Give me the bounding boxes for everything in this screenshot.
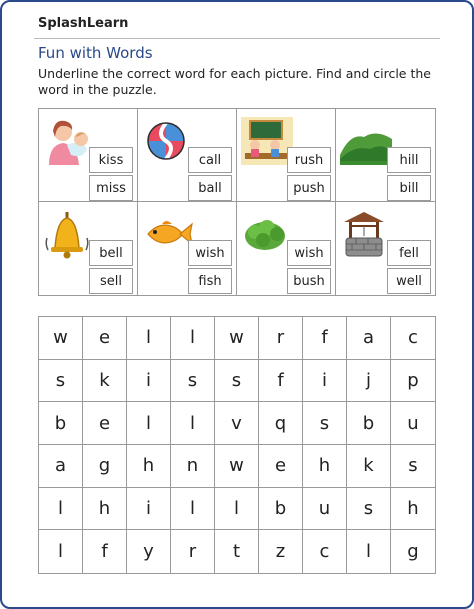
puzzle-letter-cell[interactable]: i <box>127 488 171 531</box>
puzzle-letter-cell[interactable]: l <box>347 530 391 573</box>
puzzle-letter-cell[interactable]: e <box>83 317 127 360</box>
puzzle-letter-cell[interactable]: r <box>259 317 303 360</box>
puzzle-letter-cell[interactable]: f <box>303 317 347 360</box>
word-option[interactable]: bush <box>287 268 331 294</box>
word-option[interactable]: call <box>188 147 232 173</box>
word-option[interactable]: bill <box>387 175 431 201</box>
stone-well-icon <box>340 208 392 260</box>
puzzle-letter-cell[interactable]: c <box>391 317 435 360</box>
puzzle-letter-cell[interactable]: g <box>83 445 127 488</box>
word-option[interactable]: sell <box>89 268 133 294</box>
picture-grid <box>38 108 436 296</box>
puzzle-letter-cell[interactable]: w <box>39 317 83 360</box>
puzzle-letter-cell[interactable]: s <box>39 360 83 403</box>
puzzle-letter-cell[interactable]: n <box>171 445 215 488</box>
word-option[interactable]: rush <box>287 147 331 173</box>
puzzle-letter-cell[interactable]: e <box>83 402 127 445</box>
beach-ball-icon <box>142 115 194 167</box>
puzzle-letter-cell[interactable]: l <box>171 402 215 445</box>
puzzle-letter-cell[interactable]: t <box>215 530 259 573</box>
puzzle-letter-cell[interactable]: b <box>259 488 303 531</box>
puzzle-letter-cell[interactable]: f <box>259 360 303 403</box>
puzzle-letter-cell[interactable]: h <box>83 488 127 531</box>
word-option[interactable]: well <box>387 268 431 294</box>
puzzle-letter-cell[interactable]: l <box>127 402 171 445</box>
picture-cell <box>39 202 138 295</box>
puzzle-letter-cell[interactable]: u <box>391 402 435 445</box>
puzzle-letter-cell[interactable]: i <box>127 360 171 403</box>
word-option[interactable]: wish <box>287 240 331 266</box>
word-option[interactable]: fell <box>387 240 431 266</box>
picture-cell <box>237 202 336 295</box>
puzzle-letter-cell[interactable]: w <box>215 445 259 488</box>
mother-baby-icon <box>43 115 95 167</box>
puzzle-letter-cell[interactable]: l <box>215 488 259 531</box>
picture-cell <box>336 109 435 202</box>
puzzle-letter-cell[interactable]: l <box>127 317 171 360</box>
puzzle-letter-cell[interactable]: c <box>303 530 347 573</box>
word-option[interactable]: miss <box>89 175 133 201</box>
puzzle-letter-cell[interactable]: v <box>215 402 259 445</box>
classroom-kids-icon <box>241 115 293 167</box>
worksheet-title: Fun with Words <box>38 44 153 62</box>
worksheet-instructions: Underline the correct word for each picture. Find and circle the word in the puzzle. <box>38 66 431 97</box>
puzzle-letter-cell[interactable]: b <box>39 402 83 445</box>
word-search-puzzle <box>38 316 436 574</box>
puzzle-letter-cell[interactable]: k <box>83 360 127 403</box>
puzzle-letter-cell[interactable]: q <box>259 402 303 445</box>
word-option[interactable]: ball <box>188 175 232 201</box>
puzzle-letter-cell[interactable]: l <box>39 530 83 573</box>
puzzle-letter-cell[interactable]: w <box>215 317 259 360</box>
picture-cell <box>336 202 435 295</box>
orange-fish-icon <box>142 208 194 260</box>
puzzle-letter-cell[interactable]: e <box>259 445 303 488</box>
puzzle-letter-cell[interactable]: a <box>347 317 391 360</box>
green-bush-icon <box>241 208 293 260</box>
splashlearn-logo: SplashLearn <box>38 16 129 31</box>
puzzle-letter-cell[interactable]: f <box>83 530 127 573</box>
golden-bell-icon <box>43 208 95 260</box>
puzzle-letter-cell[interactable]: l <box>171 317 215 360</box>
word-option[interactable]: wish <box>188 240 232 266</box>
puzzle-letter-cell[interactable]: u <box>303 488 347 531</box>
word-option[interactable]: bell <box>89 240 133 266</box>
word-option[interactable]: fish <box>188 268 232 294</box>
puzzle-letter-cell[interactable]: s <box>215 360 259 403</box>
word-option[interactable]: kiss <box>89 147 133 173</box>
picture-cell <box>237 109 336 202</box>
puzzle-letter-cell[interactable]: k <box>347 445 391 488</box>
puzzle-letter-cell[interactable]: l <box>39 488 83 531</box>
puzzle-letter-cell[interactable]: h <box>391 488 435 531</box>
word-option[interactable]: hill <box>387 147 431 173</box>
puzzle-letter-cell[interactable]: a <box>39 445 83 488</box>
header-divider <box>34 38 440 39</box>
puzzle-letter-cell[interactable]: g <box>407 541 419 563</box>
puzzle-letter-cell[interactable]: s <box>171 360 215 403</box>
picture-cell <box>39 109 138 202</box>
picture-cell <box>138 109 237 202</box>
puzzle-letter-cell[interactable]: j <box>347 360 391 403</box>
puzzle-letter-cell[interactable]: l <box>171 488 215 531</box>
puzzle-letter-cell[interactable]: i <box>303 360 347 403</box>
puzzle-letter-cell[interactable]: h <box>303 445 347 488</box>
puzzle-letter-cell[interactable]: h <box>127 445 171 488</box>
puzzle-letter-cell[interactable]: y <box>127 530 171 573</box>
puzzle-letter-cell[interactable]: s <box>303 402 347 445</box>
puzzle-letter-cell[interactable]: r <box>171 530 215 573</box>
word-option[interactable]: push <box>287 175 331 201</box>
puzzle-letter-cell[interactable]: b <box>347 402 391 445</box>
green-hill-icon <box>340 115 392 167</box>
puzzle-letter-cell[interactable]: z <box>259 530 303 573</box>
puzzle-letter-cell[interactable]: s <box>347 488 391 531</box>
puzzle-letter-cell[interactable]: p <box>391 360 435 403</box>
puzzle-letter-cell[interactable]: s <box>391 445 435 488</box>
picture-cell <box>138 202 237 295</box>
